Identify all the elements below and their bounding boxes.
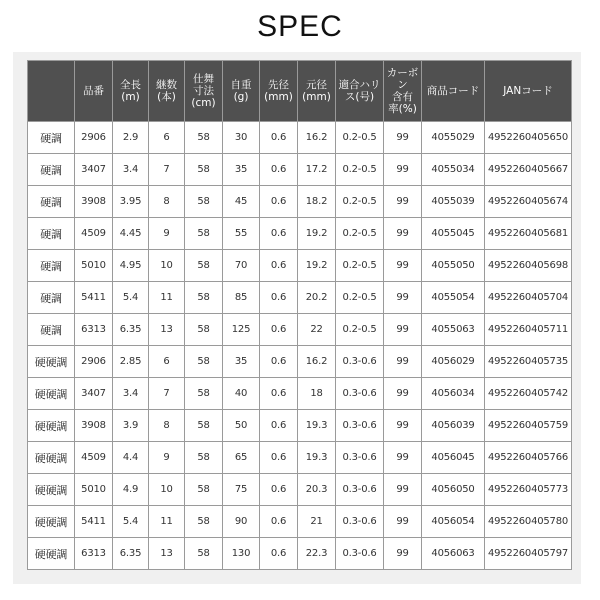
cell-butt-diameter: 22.3: [298, 538, 336, 570]
table-header-row: [28, 61, 572, 122]
cell-weight: 90: [223, 506, 260, 538]
cell-butt-diameter: 18.2: [298, 186, 336, 218]
cell-sections: 9: [149, 442, 185, 474]
cell-carbon-content: 99: [384, 346, 422, 378]
cell-closed-length: 58: [185, 442, 223, 474]
header-weight: [223, 61, 260, 122]
cell-tip-diameter: 0.6: [260, 282, 298, 314]
cell-total-length: 2.85: [113, 346, 149, 378]
cell-butt-diameter: 16.2: [298, 346, 336, 378]
cell-model-number: 6313: [75, 314, 113, 346]
cell-product-code: 4056034: [422, 378, 485, 410]
cell-total-length: 3.95: [113, 186, 149, 218]
cell-closed-length: 58: [185, 410, 223, 442]
header-label-line: 適合ハリ: [338, 79, 381, 91]
cell-sections: 6: [149, 122, 185, 154]
header-label-line: 先径: [268, 79, 289, 91]
table-row: [28, 122, 572, 154]
cell-product-code: 4056039: [422, 410, 485, 442]
cell-closed-length: 58: [185, 282, 223, 314]
header-sections: [149, 61, 185, 122]
cell-sections: 10: [149, 474, 185, 506]
cell-sections: 11: [149, 506, 185, 538]
cell-jan-code: 4952260405735: [485, 346, 572, 378]
cell-line-size: 0.2-0.5: [336, 314, 384, 346]
spec-table: [27, 60, 572, 570]
cell-weight: 130: [223, 538, 260, 570]
cell-closed-length: 58: [185, 154, 223, 186]
cell-sections: 8: [149, 410, 185, 442]
cell-product-code: 4056054: [422, 506, 485, 538]
cell-butt-diameter: 19.2: [298, 218, 336, 250]
cell-product-code: 4056029: [422, 346, 485, 378]
cell-type: 硬調: [28, 122, 75, 154]
header-label-line: 自重: [230, 79, 252, 91]
cell-carbon-content: 99: [384, 538, 422, 570]
cell-tip-diameter: 0.6: [260, 186, 298, 218]
cell-type: 硬調: [28, 218, 75, 250]
cell-line-size: 0.2-0.5: [336, 250, 384, 282]
cell-tip-diameter: 0.6: [260, 474, 298, 506]
cell-type: 硬硬調: [28, 346, 75, 378]
cell-carbon-content: 99: [384, 122, 422, 154]
cell-model-number: 6313: [75, 538, 113, 570]
cell-butt-diameter: 17.2: [298, 154, 336, 186]
cell-model-number: 3407: [75, 378, 113, 410]
cell-weight: 85: [223, 282, 260, 314]
cell-closed-length: 58: [185, 186, 223, 218]
cell-butt-diameter: 21: [298, 506, 336, 538]
header-label-line: (g): [233, 91, 249, 103]
header-label-line: 継数: [156, 79, 177, 91]
header-total-length: [113, 61, 149, 122]
table-row: [28, 442, 572, 474]
cell-line-size: 0.3-0.6: [336, 474, 384, 506]
cell-jan-code: 4952260405711: [485, 314, 572, 346]
table-row: [28, 186, 572, 218]
table-row: [28, 250, 572, 282]
table-body: [28, 122, 572, 570]
cell-tip-diameter: 0.6: [260, 346, 298, 378]
cell-weight: 65: [223, 442, 260, 474]
cell-carbon-content: 99: [384, 250, 422, 282]
cell-closed-length: 58: [185, 314, 223, 346]
cell-model-number: 4509: [75, 218, 113, 250]
cell-total-length: 4.95: [113, 250, 149, 282]
cell-sections: 11: [149, 282, 185, 314]
cell-total-length: 4.9: [113, 474, 149, 506]
cell-line-size: 0.2-0.5: [336, 186, 384, 218]
cell-type: 硬硬調: [28, 410, 75, 442]
cell-sections: 8: [149, 186, 185, 218]
cell-line-size: 0.2-0.5: [336, 122, 384, 154]
cell-type: 硬調: [28, 186, 75, 218]
cell-product-code: 4055050: [422, 250, 485, 282]
cell-carbon-content: 99: [384, 410, 422, 442]
cell-jan-code: 4952260405780: [485, 506, 572, 538]
cell-closed-length: 58: [185, 346, 223, 378]
cell-line-size: 0.3-0.6: [336, 506, 384, 538]
cell-total-length: 6.35: [113, 538, 149, 570]
table-row: [28, 154, 572, 186]
cell-weight: 75: [223, 474, 260, 506]
cell-model-number: 5010: [75, 474, 113, 506]
cell-product-code: 4055045: [422, 218, 485, 250]
table-row: [28, 538, 572, 570]
cell-sections: 13: [149, 314, 185, 346]
cell-total-length: 2.9: [113, 122, 149, 154]
header-label-line: (cm): [191, 97, 216, 109]
cell-type: 硬調: [28, 154, 75, 186]
header-carbon-content: [384, 61, 422, 122]
header-label-line: 仕舞: [193, 73, 214, 85]
header-label-line: (本): [157, 91, 176, 103]
cell-total-length: 4.4: [113, 442, 149, 474]
cell-carbon-content: 99: [384, 186, 422, 218]
cell-product-code: 4055034: [422, 154, 485, 186]
cell-line-size: 0.2-0.5: [336, 282, 384, 314]
cell-tip-diameter: 0.6: [260, 410, 298, 442]
cell-total-length: 3.4: [113, 378, 149, 410]
cell-product-code: 4055063: [422, 314, 485, 346]
cell-tip-diameter: 0.6: [260, 378, 298, 410]
cell-closed-length: 58: [185, 506, 223, 538]
header-label-line: 含有: [392, 91, 413, 103]
cell-jan-code: 4952260405766: [485, 442, 572, 474]
cell-sections: 6: [149, 346, 185, 378]
cell-jan-code: 4952260405759: [485, 410, 572, 442]
cell-tip-diameter: 0.6: [260, 250, 298, 282]
table-row: [28, 410, 572, 442]
table-row: [28, 282, 572, 314]
cell-closed-length: 58: [185, 474, 223, 506]
header-tip-diameter: [260, 61, 298, 122]
cell-sections: 13: [149, 538, 185, 570]
header-label-line: 元径: [306, 79, 327, 91]
cell-model-number: 3908: [75, 186, 113, 218]
cell-total-length: 5.4: [113, 506, 149, 538]
cell-model-number: 3407: [75, 154, 113, 186]
header-label-line: 品番: [83, 85, 104, 97]
cell-line-size: 0.2-0.5: [336, 218, 384, 250]
cell-model-number: 5411: [75, 282, 113, 314]
cell-butt-diameter: 22: [298, 314, 336, 346]
header-line-size: [336, 61, 384, 122]
header-product-code: [422, 61, 485, 122]
cell-type: 硬調: [28, 250, 75, 282]
cell-carbon-content: 99: [384, 282, 422, 314]
cell-weight: 45: [223, 186, 260, 218]
table-row: [28, 346, 572, 378]
header-label-line: 商品コード: [426, 85, 480, 97]
header-label-line: (m): [121, 91, 140, 103]
cell-jan-code: 4952260405681: [485, 218, 572, 250]
page-title: SPEC: [257, 10, 343, 43]
cell-tip-diameter: 0.6: [260, 314, 298, 346]
cell-butt-diameter: 18: [298, 378, 336, 410]
cell-model-number: 4509: [75, 442, 113, 474]
cell-closed-length: 58: [185, 250, 223, 282]
cell-tip-diameter: 0.6: [260, 218, 298, 250]
cell-jan-code: 4952260405674: [485, 186, 572, 218]
cell-weight: 125: [223, 314, 260, 346]
cell-butt-diameter: 16.2: [298, 122, 336, 154]
cell-model-number: 5010: [75, 250, 113, 282]
cell-type: 硬硬調: [28, 442, 75, 474]
cell-tip-diameter: 0.6: [260, 442, 298, 474]
header-closed-length: [185, 61, 223, 122]
header-label-line: カーボン: [386, 67, 419, 91]
cell-type: 硬調: [28, 282, 75, 314]
cell-jan-code: 4952260405742: [485, 378, 572, 410]
cell-weight: 35: [223, 154, 260, 186]
cell-tip-diameter: 0.6: [260, 506, 298, 538]
cell-model-number: 3908: [75, 410, 113, 442]
cell-total-length: 6.35: [113, 314, 149, 346]
cell-jan-code: 4952260405650: [485, 122, 572, 154]
cell-butt-diameter: 19.3: [298, 442, 336, 474]
header-label-line: 全長: [120, 79, 141, 91]
table-row: [28, 474, 572, 506]
cell-product-code: 4055054: [422, 282, 485, 314]
cell-closed-length: 58: [185, 538, 223, 570]
cell-product-code: 4056050: [422, 474, 485, 506]
cell-closed-length: 58: [185, 122, 223, 154]
table-row: [28, 314, 572, 346]
cell-total-length: 4.45: [113, 218, 149, 250]
cell-carbon-content: 99: [384, 506, 422, 538]
header-label-line: (mm): [264, 91, 293, 103]
header-butt-diameter: [298, 61, 336, 122]
cell-sections: 7: [149, 154, 185, 186]
cell-line-size: 0.3-0.6: [336, 442, 384, 474]
cell-carbon-content: 99: [384, 442, 422, 474]
cell-jan-code: 4952260405797: [485, 538, 572, 570]
cell-product-code: 4055039: [422, 186, 485, 218]
cell-tip-diameter: 0.6: [260, 154, 298, 186]
cell-total-length: 3.9: [113, 410, 149, 442]
cell-jan-code: 4952260405698: [485, 250, 572, 282]
cell-model-number: 5411: [75, 506, 113, 538]
cell-butt-diameter: 20.2: [298, 282, 336, 314]
cell-weight: 50: [223, 410, 260, 442]
cell-sections: 9: [149, 218, 185, 250]
cell-carbon-content: 99: [384, 154, 422, 186]
cell-closed-length: 58: [185, 218, 223, 250]
cell-line-size: 0.3-0.6: [336, 346, 384, 378]
cell-jan-code: 4952260405667: [485, 154, 572, 186]
header-label-line: 率(%): [388, 103, 417, 115]
cell-weight: 35: [223, 346, 260, 378]
cell-total-length: 3.4: [113, 154, 149, 186]
table-row: [28, 378, 572, 410]
header-label-line: ス(号): [344, 91, 375, 103]
cell-tip-diameter: 0.6: [260, 538, 298, 570]
cell-type: 硬硬調: [28, 506, 75, 538]
cell-tip-diameter: 0.6: [260, 122, 298, 154]
cell-type: 硬硬調: [28, 378, 75, 410]
header-jan-code: [485, 61, 572, 122]
header-label-line: JANコード: [503, 85, 553, 97]
cell-type: 硬硬調: [28, 474, 75, 506]
cell-jan-code: 4952260405704: [485, 282, 572, 314]
cell-carbon-content: 99: [384, 314, 422, 346]
header-model-number: [75, 61, 113, 122]
cell-model-number: 2906: [75, 346, 113, 378]
header-label-line: (mm): [302, 91, 331, 103]
cell-weight: 30: [223, 122, 260, 154]
cell-weight: 40: [223, 378, 260, 410]
cell-product-code: 4055029: [422, 122, 485, 154]
table-row: [28, 506, 572, 538]
cell-product-code: 4056063: [422, 538, 485, 570]
header-type: [28, 61, 75, 122]
cell-line-size: 0.3-0.6: [336, 538, 384, 570]
cell-line-size: 0.2-0.5: [336, 154, 384, 186]
table-row: [28, 218, 572, 250]
cell-sections: 10: [149, 250, 185, 282]
cell-jan-code: 4952260405773: [485, 474, 572, 506]
cell-line-size: 0.3-0.6: [336, 410, 384, 442]
cell-closed-length: 58: [185, 378, 223, 410]
cell-model-number: 2906: [75, 122, 113, 154]
cell-sections: 7: [149, 378, 185, 410]
cell-total-length: 5.4: [113, 282, 149, 314]
cell-type: 硬調: [28, 314, 75, 346]
header-label-line: 寸法: [193, 85, 214, 97]
cell-weight: 70: [223, 250, 260, 282]
cell-butt-diameter: 20.3: [298, 474, 336, 506]
cell-weight: 55: [223, 218, 260, 250]
cell-butt-diameter: 19.3: [298, 410, 336, 442]
cell-carbon-content: 99: [384, 378, 422, 410]
cell-carbon-content: 99: [384, 474, 422, 506]
cell-line-size: 0.3-0.6: [336, 378, 384, 410]
cell-carbon-content: 99: [384, 218, 422, 250]
cell-butt-diameter: 19.2: [298, 250, 336, 282]
cell-product-code: 4056045: [422, 442, 485, 474]
cell-type: 硬硬調: [28, 538, 75, 570]
